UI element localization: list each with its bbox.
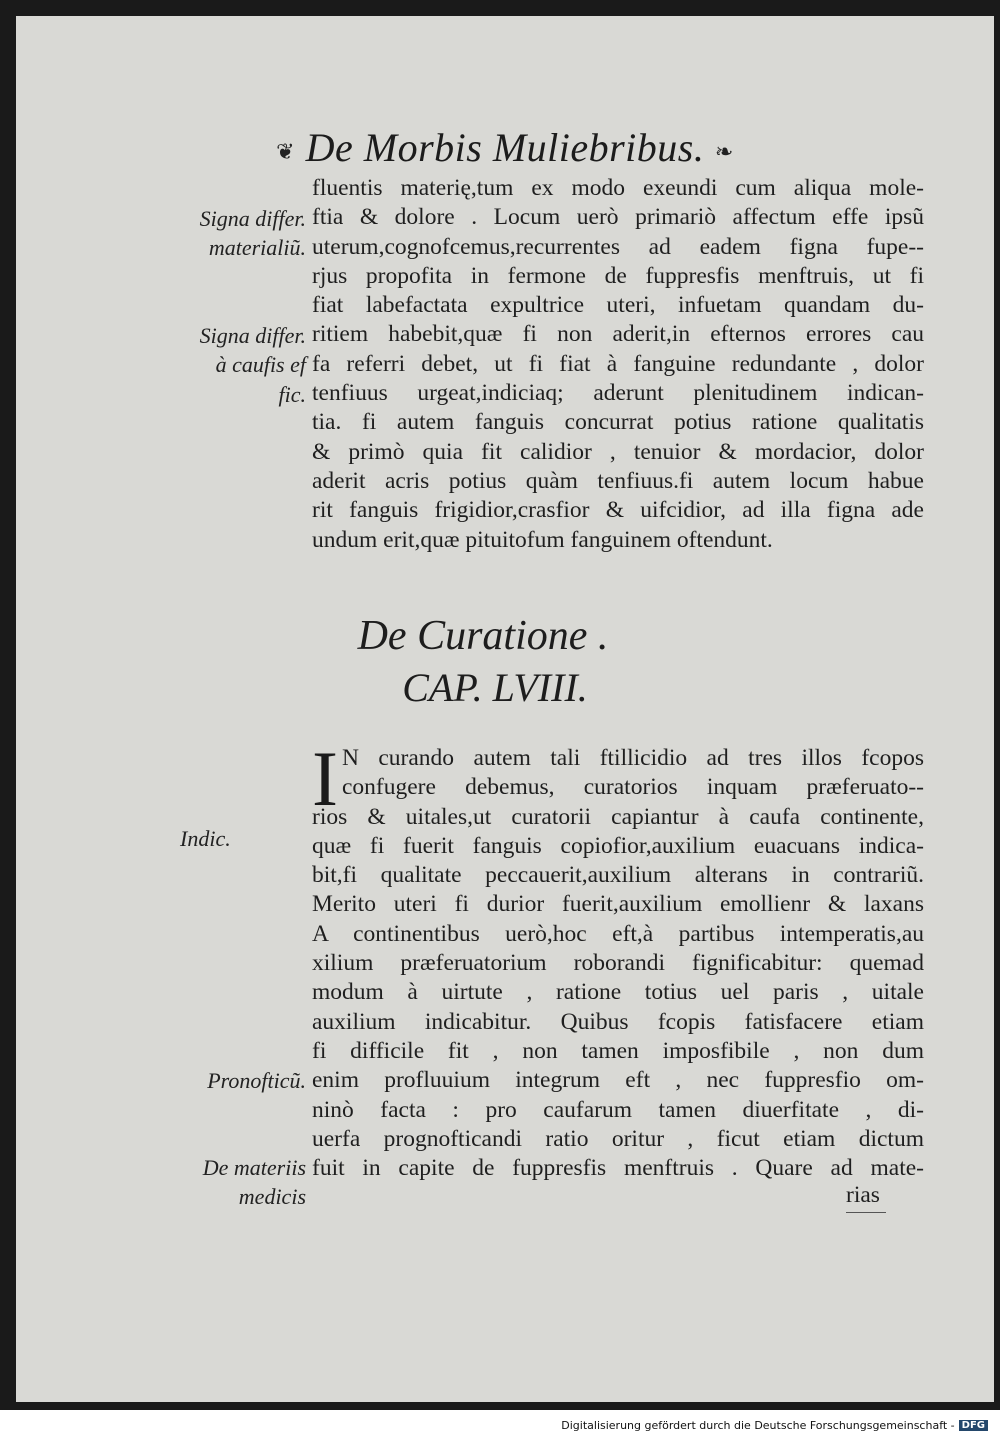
text-line: aderit acris potius quàm tenfiuus.fi autem locum habue	[312, 467, 924, 494]
text-line: tenfiuus urgeat,indiciaq; aderunt plenitudinem indican-	[312, 380, 924, 407]
text-line: uerfa prognofticandi ratio oritur , ficut etiam dictum	[312, 1125, 924, 1152]
text-line: uterum,cognofcemus,recurrentes ad eadem figna fupe--	[312, 233, 924, 260]
chapter-title: De Curatione .	[357, 613, 609, 659]
text-line: N curando autem tali ftillicidio ad tres illos fcopos	[342, 745, 924, 771]
text-line: quæ fi fuerit fanguis copiofior,auxilium euacuans indica-	[312, 832, 924, 859]
text-line: modum à uirtute , ratione totius uel paris , uitale	[312, 979, 924, 1006]
text-line: ritiem habebit,quæ fi non aderit,in efternos errores cau	[312, 321, 924, 348]
catchword: rias	[846, 1182, 880, 1208]
text-line: rios & uitales,ut curatorii capiantur à caufa continente,	[312, 803, 924, 830]
running-head-title: De Morbis Muliebribus.	[305, 125, 705, 170]
text-line: fi difficile fit , non tamen imposfibile , non dum	[312, 1037, 924, 1064]
text-line: xilium præferuatorium roborandi fignificabitur: quemad	[312, 950, 924, 977]
footer-text: Digitalisierung gefördert durch die Deutsche Forschungsgemeinschaft -	[561, 1419, 955, 1432]
text-line: ninò facta : pro caufarum tamen diuerfitate , di-	[312, 1096, 924, 1123]
text-line: undum erit,quæ pituitofum fanguinem oftendunt.	[312, 526, 773, 553]
running-head	[16, 124, 994, 171]
text-line: confugere debemus, curatorios inquam præferuato--	[342, 774, 924, 801]
text-line: enim profluuium integrum eft , nec fuppresfio om-	[312, 1067, 924, 1094]
catchword-rule	[846, 1212, 886, 1213]
text-line: Merito uteri fi durior fuerit,auxilium emollienr & laxans	[312, 891, 924, 918]
dfg-logo-icon: DFG	[959, 1420, 988, 1431]
book-page	[16, 16, 994, 1402]
text-line: rit fanguis frigidior,crasfior & uifcidior, ad illa figna ade	[312, 497, 924, 524]
text-line: A continentibus uerò,hoc eft,à partibus intemperatis,au	[312, 920, 924, 947]
chapter-number: CAP. LVIII.	[402, 665, 588, 710]
text-line: fiat labefactata expultrice uteri, infuetam quandam du-	[312, 292, 924, 319]
drop-cap: I	[312, 735, 338, 822]
margin-note-signa-materialium: Signa differ. materialiũ.	[199, 206, 306, 261]
text-line: bit,fi qualitate peccauerit,auxilium alterans in contrariũ.	[312, 862, 924, 889]
text-line: ftia & dolore . Locum uerò primariò affectum effe ipsũ	[312, 204, 924, 231]
right-ornament-icon: ❧	[714, 138, 734, 164]
top-text-block	[312, 174, 924, 555]
margin-note-pronosticum: Pronofticũ.	[207, 1068, 306, 1093]
bottom-text-block	[312, 744, 924, 1183]
margin-note-de-materiis: De materiis medicis	[202, 1155, 306, 1210]
text-line: & primò quia fit calidior , tenuior & mordacior, dolor	[312, 438, 924, 465]
margin-note-signa-causis: Signa differ. à caufis ef fic.	[199, 323, 306, 407]
text-line: fuit in capite de fuppresfis menftruis . Quare ad mate-	[312, 1155, 924, 1182]
margin-note-indic: Indic.	[180, 826, 231, 851]
left-ornament-icon: ❦	[276, 138, 296, 164]
digitization-footer	[557, 1418, 992, 1433]
text-line: rjus propofita in fermone de fuppresfis menftruis, ut fi	[312, 262, 924, 289]
text-line: fluentis materię,tum ex modo exeundi cum aliqua mole-	[312, 175, 924, 201]
text-line: tia. fi autem fanguis concurrat potius ratione qualitatis	[312, 409, 924, 436]
text-line: fa referri debet, ut fi fiat à fanguine redundante , dolor	[312, 350, 924, 377]
text-line: auxilium indicabitur. Quibus fcopis fatisfacere etiam	[312, 1008, 924, 1035]
